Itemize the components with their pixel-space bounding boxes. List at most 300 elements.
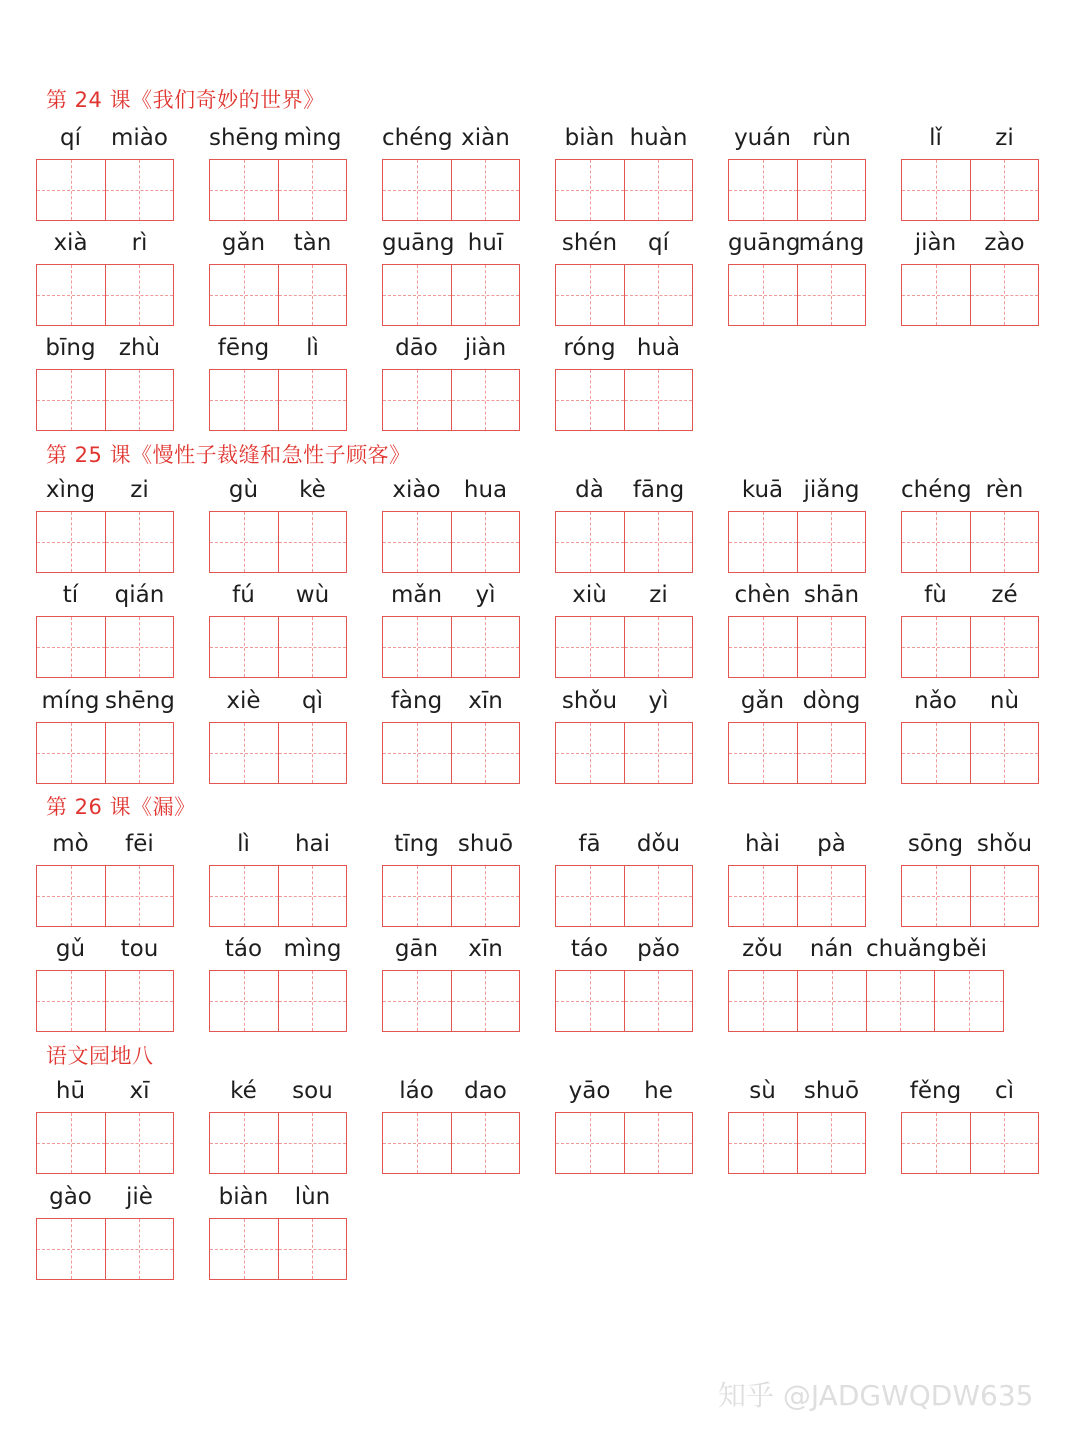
writing-cell[interactable] [383,265,451,325]
word-item [36,685,174,785]
writing-cell[interactable] [729,265,797,325]
writing-cell[interactable] [37,1113,105,1173]
word-item [382,332,520,432]
writing-cell[interactable] [278,265,347,325]
word-item [209,122,347,222]
word-item [728,685,866,785]
writing-cell[interactable] [729,617,797,677]
writing-cell[interactable] [383,370,451,430]
pinyin-label: huàn [629,125,688,151]
pinyin-label: shuō [803,1078,860,1104]
writing-cell[interactable] [278,1219,347,1279]
pinyin-label: yāo [568,1078,611,1104]
writing-grid [555,865,693,927]
pinyin-label: xiàn [461,125,510,151]
writing-cell[interactable] [451,160,520,220]
writing-grid [728,264,866,326]
writing-cell[interactable] [902,866,970,926]
writing-cell[interactable] [105,971,174,1031]
pinyin-label: gǎn [221,230,266,256]
writing-cell[interactable] [37,1219,105,1279]
writing-grid [555,722,693,784]
writing-grid [901,511,1039,573]
writing-cell[interactable] [105,1113,174,1173]
writing-cell[interactable] [866,971,935,1031]
word-item [209,474,347,574]
pinyin-label: fēi [125,831,154,857]
pinyin-label: wù [295,582,330,608]
pinyin-label: dāo [395,335,438,361]
writing-cell[interactable] [105,723,174,783]
writing-cell[interactable] [278,617,347,677]
writing-grid [36,511,174,573]
pinyin-label: yì [475,582,496,608]
pinyin-label: fú [232,582,255,608]
writing-cell[interactable] [383,1113,451,1173]
writing-cell[interactable] [556,370,624,430]
word-item [901,227,1039,327]
writing-cell[interactable] [902,723,970,783]
pinyin-label: lì [306,335,319,361]
writing-cell[interactable] [624,971,693,1031]
word-item [555,828,693,928]
writing-grid [36,369,174,431]
word-item [36,933,174,1033]
writing-cell[interactable] [37,617,105,677]
writing-cell[interactable] [556,265,624,325]
pinyin-label: mǎn [390,582,443,608]
writing-cell[interactable] [37,265,105,325]
writing-cell[interactable] [970,617,1039,677]
writing-cell[interactable] [797,617,866,677]
writing-cell[interactable] [210,723,278,783]
pinyin-label: jiǎng [803,477,860,503]
pinyin-label: xìng [45,477,96,503]
pinyin-label: gǎn [740,688,785,714]
pinyin-label: hua [463,477,508,503]
pinyin-label: hài [744,831,781,857]
writing-grid [728,865,866,927]
writing-cell[interactable] [902,160,970,220]
pinyin-label: pǎo [637,936,680,962]
writing-cell[interactable] [729,723,797,783]
writing-grid [555,511,693,573]
pinyin-label: nǎo [914,688,957,714]
writing-cell[interactable] [451,617,520,677]
writing-cell[interactable] [556,971,624,1031]
writing-cell[interactable] [797,866,866,926]
word-item [382,828,520,928]
word-item [36,1181,174,1281]
writing-cell[interactable] [624,265,693,325]
pinyin-label: láo [399,1078,434,1104]
pinyin-label: guāng [728,230,801,256]
writing-grid [901,264,1039,326]
pinyin-label: lì [237,831,250,857]
pinyin-label: jiè [126,1184,153,1210]
writing-cell[interactable] [278,723,347,783]
word-item [382,685,520,785]
writing-cell[interactable] [37,512,105,572]
pinyin-label: mìng [283,125,342,151]
writing-cell[interactable] [383,723,451,783]
writing-cell[interactable] [278,512,347,572]
writing-cell[interactable] [729,512,797,572]
pinyin-label: tīng [394,831,439,857]
pinyin-label: tí [62,582,79,608]
word-item [901,579,1039,679]
pinyin-label: dòng [802,688,861,714]
writing-grid [728,1112,866,1174]
pinyin-label: táo [570,936,609,962]
writing-cell[interactable] [902,265,970,325]
writing-cell[interactable] [278,160,347,220]
writing-grid [901,159,1039,221]
pinyin-label: zi [649,582,668,608]
writing-cell[interactable] [902,1113,970,1173]
pinyin-label: xī [129,1078,150,1104]
pinyin-label: rèn [985,477,1024,503]
pinyin-label: zé [991,582,1018,608]
writing-cell[interactable] [105,265,174,325]
word-item [728,122,866,222]
word-item [36,122,174,222]
writing-grid [209,159,347,221]
writing-cell[interactable] [278,866,347,926]
writing-cell[interactable] [556,512,624,572]
writing-grid [382,722,520,784]
writing-cell[interactable] [210,971,278,1031]
pinyin-label: xià [53,230,88,256]
pinyin-label: nù [989,688,1020,714]
writing-grid [209,616,347,678]
pinyin-label: kè [299,477,326,503]
pinyin-label: shān [803,582,860,608]
writing-cell[interactable] [210,160,278,220]
writing-cell[interactable] [797,1113,866,1173]
writing-cell[interactable] [105,370,174,430]
pinyin-label: shén [561,230,618,256]
word-item [555,933,693,1033]
pinyin-label: qì [302,688,323,714]
writing-cell[interactable] [556,1113,624,1173]
word-item [901,1075,1039,1175]
word-item [36,579,174,679]
word-item [209,933,347,1033]
writing-grid [209,511,347,573]
writing-cell[interactable] [797,512,866,572]
writing-grid [36,264,174,326]
pinyin-label: dao [464,1078,507,1104]
writing-cell[interactable] [970,265,1039,325]
section-title: 语文园地八 [46,1044,154,1068]
pinyin-label: zi [995,125,1014,151]
writing-cell[interactable] [624,160,693,220]
pinyin-label: chuǎng [866,936,952,962]
pinyin-label: rùn [812,125,851,151]
pinyin-label: fěng [909,1078,962,1104]
pinyin-label: sù [749,1078,776,1104]
pinyin-label: zhù [118,335,161,361]
writing-grid [209,1112,347,1174]
pinyin-label: guāng [382,230,455,256]
pinyin-label: nán [809,936,854,962]
pinyin-label: gào [49,1184,92,1210]
writing-cell[interactable] [451,723,520,783]
pinyin-label: ké [230,1078,257,1104]
writing-cell[interactable] [383,971,451,1031]
pinyin-label: mìng [283,936,342,962]
writing-grid [728,159,866,221]
writing-cell[interactable] [451,866,520,926]
writing-cell[interactable] [451,971,520,1031]
pinyin-label: tou [120,936,159,962]
writing-grid [382,970,520,1032]
pinyin-label: biàn [218,1184,269,1210]
writing-grid [209,1218,347,1280]
word-item [382,227,520,327]
writing-grid [555,264,693,326]
pinyin-label: běi [951,936,988,962]
word-item [901,828,1039,928]
writing-cell[interactable] [624,723,693,783]
word-item [36,474,174,574]
writing-cell[interactable] [37,370,105,430]
writing-cell[interactable] [210,265,278,325]
section-title: 第 26 课《漏》 [46,795,196,819]
writing-grid [555,369,693,431]
writing-cell[interactable] [451,265,520,325]
writing-cell[interactable] [278,370,347,430]
writing-grid [728,722,866,784]
writing-grid [382,159,520,221]
writing-cell[interactable] [970,1113,1039,1173]
writing-cell[interactable] [105,1219,174,1279]
pinyin-label: zi [130,477,149,503]
pinyin-label: shēng [105,688,175,714]
pinyin-label: fā [578,831,601,857]
writing-grid [555,616,693,678]
writing-grid [36,722,174,784]
pinyin-label: máng [798,230,865,256]
writing-cell[interactable] [451,512,520,572]
writing-cell[interactable] [556,723,624,783]
writing-grid [555,1112,693,1174]
pinyin-label: dǒu [636,831,681,857]
writing-cell[interactable] [105,617,174,677]
pinyin-label: chéng [901,477,972,503]
pinyin-label: chèn [734,582,791,608]
writing-grid [382,865,520,927]
pinyin-label: huī [467,230,504,256]
pinyin-label: dà [575,477,604,503]
writing-cell[interactable] [624,866,693,926]
writing-cell[interactable] [210,866,278,926]
pinyin-label: chéng [382,125,453,151]
word-item [555,474,693,574]
writing-cell[interactable] [624,617,693,677]
word-item [382,474,520,574]
writing-grid [36,970,174,1032]
writing-cell[interactable] [37,723,105,783]
pinyin-label: xīn [468,688,503,714]
writing-cell[interactable] [37,866,105,926]
pinyin-label: jiàn [914,230,957,256]
word-item [728,474,866,574]
writing-cell[interactable] [105,866,174,926]
word-item [555,332,693,432]
word-item [382,1075,520,1175]
pinyin-label: qí [648,230,669,256]
writing-grid [382,264,520,326]
writing-cell[interactable] [210,1219,278,1279]
word-item [209,1075,347,1175]
word-item [382,933,520,1033]
writing-cell[interactable] [624,1113,693,1173]
writing-cell[interactable] [729,160,797,220]
writing-grid [36,159,174,221]
writing-cell[interactable] [797,160,866,220]
pinyin-label: fàng [390,688,443,714]
word-item [209,227,347,327]
pinyin-label: gān [394,936,439,962]
writing-grid [382,369,520,431]
word-item [555,122,693,222]
pinyin-label: hai [294,831,331,857]
word-item [382,579,520,679]
pinyin-label: lǐ [929,125,942,151]
writing-cell[interactable] [451,1113,520,1173]
writing-cell[interactable] [970,160,1039,220]
word-item [36,227,174,327]
writing-cell[interactable] [556,866,624,926]
writing-grid [209,264,347,326]
writing-cell[interactable] [210,1113,278,1173]
writing-cell[interactable] [210,512,278,572]
pinyin-label: miào [111,125,168,151]
writing-cell[interactable] [37,160,105,220]
pinyin-label: fù [924,582,947,608]
writing-cell[interactable] [902,512,970,572]
writing-grid [382,616,520,678]
section-title: 第 24 课《我们奇妙的世界》 [46,88,325,112]
writing-cell[interactable] [970,723,1039,783]
writing-grid [382,511,520,573]
pinyin-label: bīng [45,335,96,361]
word-item [728,227,866,327]
word-item [555,1075,693,1175]
writing-cell[interactable] [383,160,451,220]
pinyin-label: fēng [217,335,270,361]
writing-cell[interactable] [278,1113,347,1173]
writing-cell[interactable] [797,265,866,325]
pinyin-label: shǒu [976,831,1033,857]
writing-cell[interactable] [556,617,624,677]
writing-grid [209,722,347,784]
pinyin-label: he [644,1078,673,1104]
pinyin-label: hū [55,1078,86,1104]
writing-cell[interactable] [105,512,174,572]
section-title: 第 25 课《慢性子裁缝和急性子顾客》 [46,443,411,467]
writing-cell[interactable] [210,370,278,430]
word-item [209,579,347,679]
writing-grid [728,511,866,573]
pinyin-label: xiào [392,477,441,503]
pinyin-label: zǒu [742,936,783,962]
word-item [209,685,347,785]
writing-cell[interactable] [105,160,174,220]
writing-cell[interactable] [934,971,1003,1031]
writing-cell[interactable] [383,866,451,926]
word-item [36,1075,174,1175]
pinyin-label: zào [984,230,1025,256]
word-item [555,685,693,785]
writing-grid [382,1112,520,1174]
writing-cell[interactable] [729,971,797,1031]
writing-cell[interactable] [970,512,1039,572]
writing-cell[interactable] [624,512,693,572]
writing-cell[interactable] [797,971,866,1031]
writing-cell[interactable] [797,723,866,783]
pinyin-label: shēng [209,125,279,151]
writing-cell[interactable] [902,617,970,677]
writing-cell[interactable] [278,971,347,1031]
writing-cell[interactable] [210,617,278,677]
pinyin-label: sou [292,1078,333,1104]
word-item [728,579,866,679]
word-item [209,332,347,432]
pinyin-label: fāng [632,477,685,503]
pinyin-label: biàn [564,125,615,151]
writing-cell[interactable] [556,160,624,220]
writing-grid [555,970,693,1032]
pinyin-label: míng [41,688,100,714]
writing-grid [209,865,347,927]
writing-cell[interactable] [624,370,693,430]
writing-grid [36,865,174,927]
word-item [36,332,174,432]
pinyin-label: xiù [572,582,607,608]
word-item [555,579,693,679]
writing-cell[interactable] [383,617,451,677]
writing-grid [209,369,347,431]
writing-grid [555,159,693,221]
writing-grid [36,616,174,678]
pinyin-label: huà [636,335,681,361]
pinyin-label: sōng [907,831,964,857]
word-item [901,474,1039,574]
pinyin-label: mò [52,831,89,857]
word-item [728,933,1004,1033]
writing-grid [36,1112,174,1174]
pinyin-label: qián [114,582,165,608]
pinyin-label: xiè [226,688,261,714]
writing-cell[interactable] [729,1113,797,1173]
writing-cell[interactable] [451,370,520,430]
writing-grid [901,1112,1039,1174]
pinyin-label: shǒu [561,688,618,714]
writing-cell[interactable] [970,866,1039,926]
pinyin-label: jiàn [464,335,507,361]
writing-cell[interactable] [729,866,797,926]
word-item [209,1181,347,1281]
writing-grid [209,970,347,1032]
writing-cell[interactable] [37,971,105,1031]
writing-cell[interactable] [383,512,451,572]
pinyin-label: pà [817,831,846,857]
pinyin-label: cì [994,1078,1015,1104]
word-item [728,828,866,928]
